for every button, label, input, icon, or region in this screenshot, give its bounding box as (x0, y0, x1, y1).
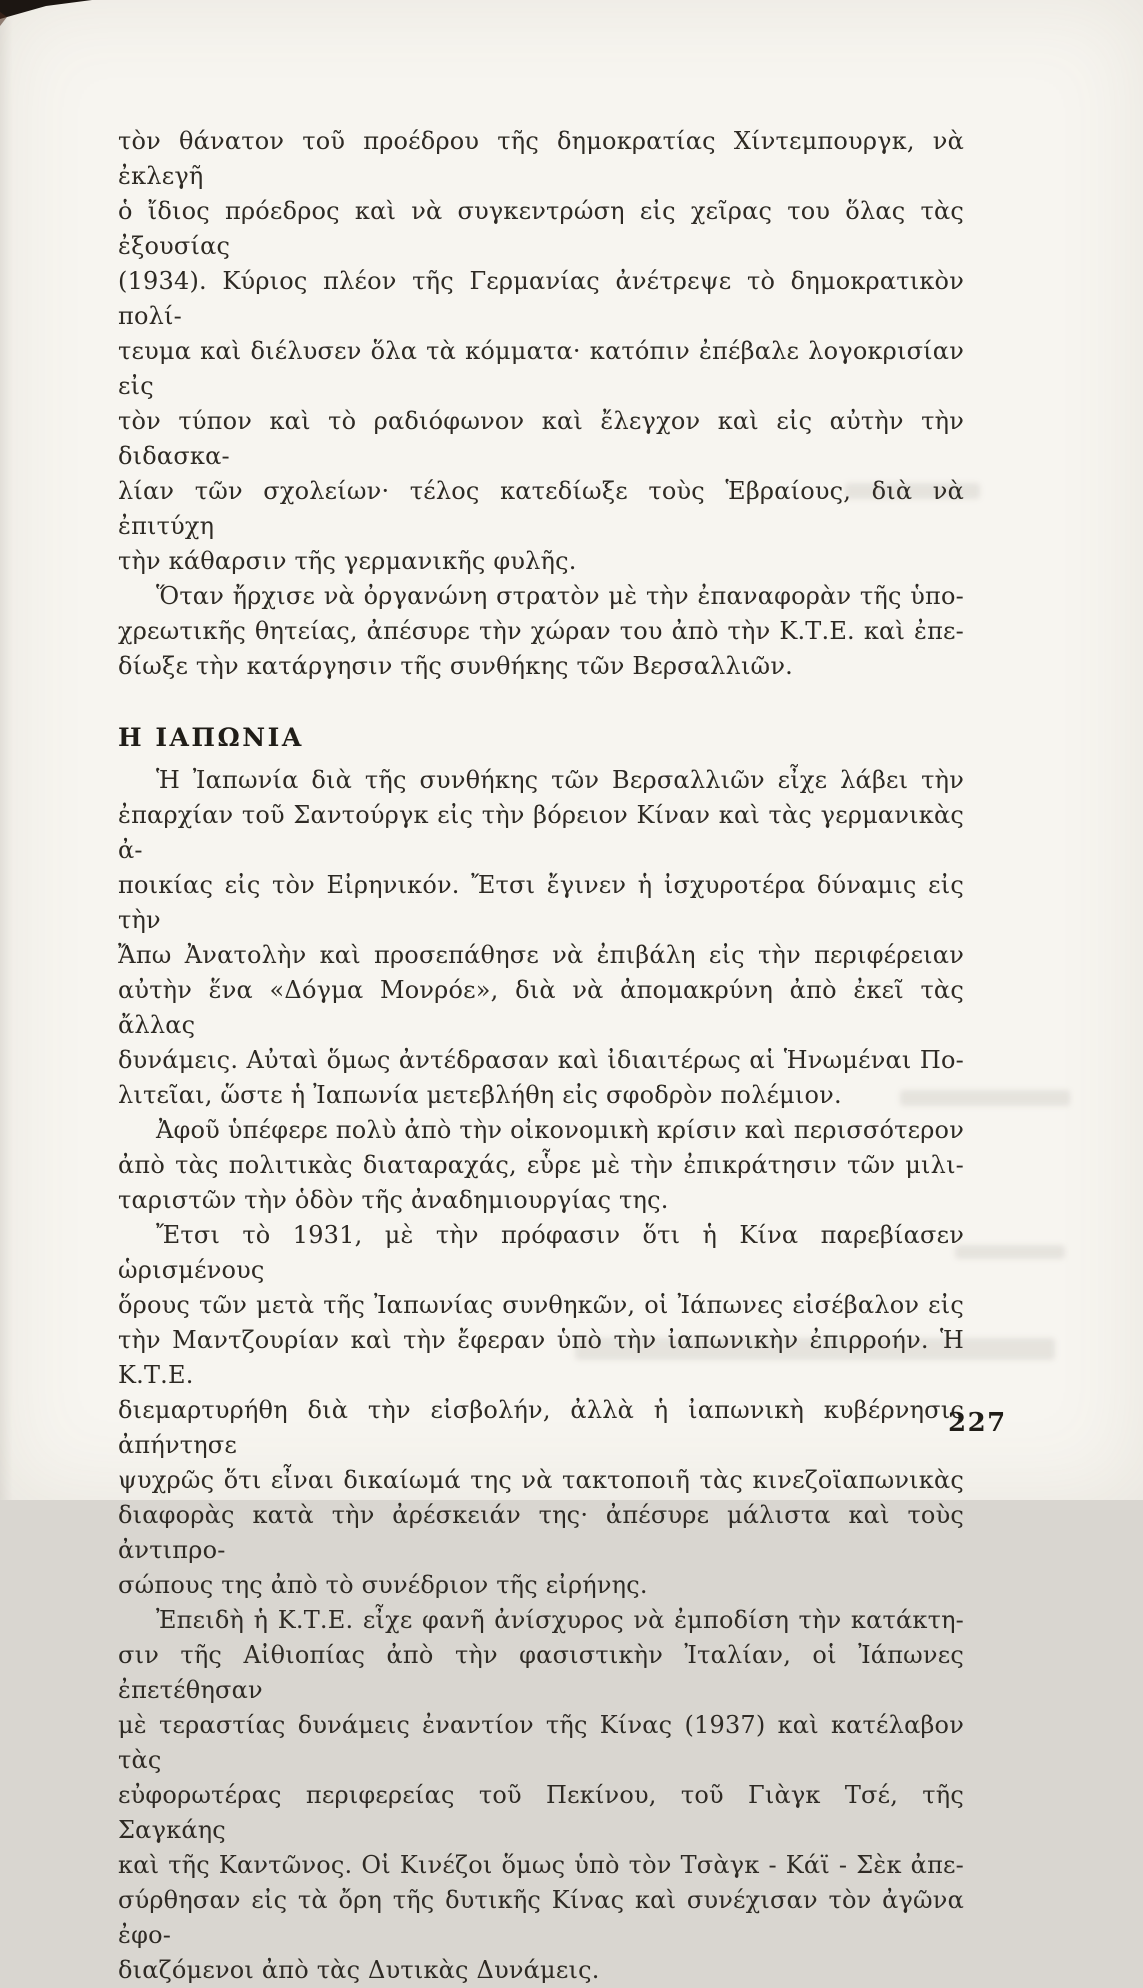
text-line: Ἔτσι τὸ 1931, μὲ τὴν πρόφασιν ὅτι ἡ Κίνα παρεβίασεν ὡρισμένους (118, 1221, 964, 1284)
text-column (118, 124, 964, 1988)
text-line: λιτεῖαι, ὥστε ἡ Ἰαπωνία μετεβλήθη εἰς σφοδρὸν πολέμιον. (118, 1081, 842, 1109)
text-line: καὶ τῆς Καντῶνος. Οἱ Κινέζοι ὅμως ὑπὸ τὸν Τσὰγκ - Κάϊ - Σὲκ ἀπε- (118, 1851, 964, 1879)
text-line: δίωξε τὴν κατάργησιν τῆς συνθήκης τῶν Βερσαλλιῶν. (118, 652, 793, 680)
text-line: μὲ τεραστίας δυνάμεις ἐναντίον τῆς Κίνας (1937) καὶ κατέλαβον τὰς (118, 1711, 964, 1774)
text-line: ἀπὸ τὰς πολιτικὰς διαταραχάς, εὗρε μὲ τὴν ἐπικράτησιν τῶν μιλι- (118, 1151, 964, 1179)
section-heading: Η ΙΑΠΩΝΙΑ (118, 723, 304, 752)
text-line: αὐτὴν ἕνα «Δόγμα Μονρόε», διὰ νὰ ἀπομακρύνη ἀπὸ ἐκεῖ τὰς ἄλλας (118, 976, 964, 1039)
text-line: ὅρους τῶν μετὰ τῆς Ἰαπωνίας συνθηκῶν, οἱ Ἰάπωνες εἰσέβαλον εἰς (118, 1291, 964, 1319)
text-line: (1934). Κύριος πλέον τῆς Γερμανίας ἀνέτρεψε τὸ δημοκρατικὸν πολί- (118, 267, 964, 330)
text-line: διαζόμενοι ἀπὸ τὰς Δυτικὰς Δυνάμεις. (118, 1956, 600, 1984)
text-line: Ἡ Ἰαπωνία διὰ τῆς συνθήκης τῶν Βερσαλλιῶν εἶχε λάβει τὴν (156, 766, 964, 794)
page-number: 227 (948, 1408, 1007, 1438)
text-line: Ἀφοῦ ὑπέφερε πολὺ ἀπὸ τὴν οἰκονομικὴ κρίσιν καὶ περισσότερον (156, 1116, 964, 1144)
text-line: λίαν τῶν σχολείων· τέλος κατεδίωξε τοὺς Ἑβραίους, διὰ νὰ ἐπιτύχη (118, 477, 964, 540)
text-line: τὸν θάνατον τοῦ προέδρου τῆς δημοκρατίας Χίντεμπουργκ, νὰ ἐκλεγῆ (118, 127, 964, 190)
text-line: ὁ ἴδιος πρόεδρος καὶ νὰ συγκεντρώση εἰς χεῖρας του ὅλας τὰς ἐξουσίας (118, 197, 964, 260)
scan-edge-shadow (0, 0, 16, 1500)
text-line: διεμαρτυρήθη διὰ τὴν εἰσβολήν, ἀλλὰ ἡ ἰαπωνικὴ κυβέρνησις ἀπήντησε (118, 1396, 964, 1459)
text-line: τὴν Μαντζουρίαν καὶ τὴν ἔφεραν ὑπὸ τὴν ἰαπωνικὴν ἐπιρροήν. Ἡ Κ.Τ.Ε. (118, 1326, 964, 1389)
paragraph-3 (118, 763, 964, 1113)
paragraph-4 (118, 1113, 964, 1218)
paragraph-5 (118, 1218, 964, 1603)
text-line: ἐπαρχίαν τοῦ Σαντούργκ εἰς τὴν βόρειον Κίναν καὶ τὰς γερμανικὰς ἀ- (118, 801, 964, 864)
paragraph-2 (118, 579, 964, 684)
text-line: ποικίας εἰς τὸν Εἰρηνικόν. Ἔτσι ἔγινεν ἡ ἰσχυροτέρα δύναμις εἰς τὴν (118, 871, 964, 934)
text-line: σώπους της ἀπὸ τὸ συνέδριον τῆς εἰρήνης. (118, 1571, 648, 1599)
text-line: χρεωτικῆς θητείας, ἀπέσυρε τὴν χώραν του ἀπὸ τὴν Κ.Τ.Ε. καὶ ἐπε- (118, 617, 964, 645)
text-line: δυνάμεις. Αὐταὶ ὅμως ἀντέδρασαν καὶ ἰδιαιτέρως αἱ Ἡνωμέναι Πο- (118, 1046, 964, 1074)
text-line: τὸν τύπον καὶ τὸ ραδιόφωνον καὶ ἔλεγχον καὶ εἰς αὐτὴν τὴν διδασκα- (118, 407, 964, 470)
text-line: σύρθησαν εἰς τὰ ὄρη τῆς δυτικῆς Κίνας καὶ συνέχισαν τὸν ἀγῶνα ἐφο- (118, 1886, 964, 1949)
scan-corner-artifact (0, 0, 100, 26)
text-line: ψυχρῶς ὅτι εἶναι δικαίωμά της νὰ τακτοποιῆ τὰς κινεζοϊαπωνικὰς (118, 1466, 964, 1494)
text-line: Ὅταν ἤρχισε νὰ ὀργανώνη στρατὸν μὲ τὴν ἐπαναφορὰν τῆς ὑπο- (156, 582, 964, 610)
text-line: τὴν κάθαρσιν τῆς γερμανικῆς φυλῆς. (118, 547, 577, 575)
text-line: σιν τῆς Αἰθιοπίας ἀπὸ τὴν φασιστικὴν Ἰταλίαν, οἱ Ἰάπωνες ἐπετέθησαν (118, 1641, 964, 1704)
bleed-through-ghost (955, 1245, 1065, 1259)
text-line: Ἄπω Ἀνατολὴν καὶ προσεπάθησε νὰ ἐπιβάλη εἰς τὴν περιφέρειαν (118, 941, 964, 969)
text-line: διαφορὰς κατὰ τὴν ἀρέσκειάν της· ἀπέσυρε μάλιστα καὶ τοὺς ἀντιπρο- (118, 1501, 964, 1564)
text-line: τευμα καὶ διέλυσεν ὅλα τὰ κόμματα· κατόπιν ἐπέβαλε λογοκρισίαν εἰς (118, 337, 964, 400)
paragraph-1 (118, 124, 964, 579)
text-line: ταριστῶν τὴν ὁδὸν τῆς ἀναδημιουργίας της. (118, 1186, 669, 1214)
text-line: Ἐπειδὴ ἡ Κ.Τ.Ε. εἶχε φανῆ ἀνίσχυρος νὰ ἐμποδίση τὴν κατάκτη- (156, 1606, 964, 1634)
paragraph-6 (118, 1603, 964, 1988)
text-line: εὐφορωτέρας περιφερείας τοῦ Πεκίνου, τοῦ Γιὰγκ Τσέ, τῆς Σαγκάης (118, 1781, 964, 1844)
